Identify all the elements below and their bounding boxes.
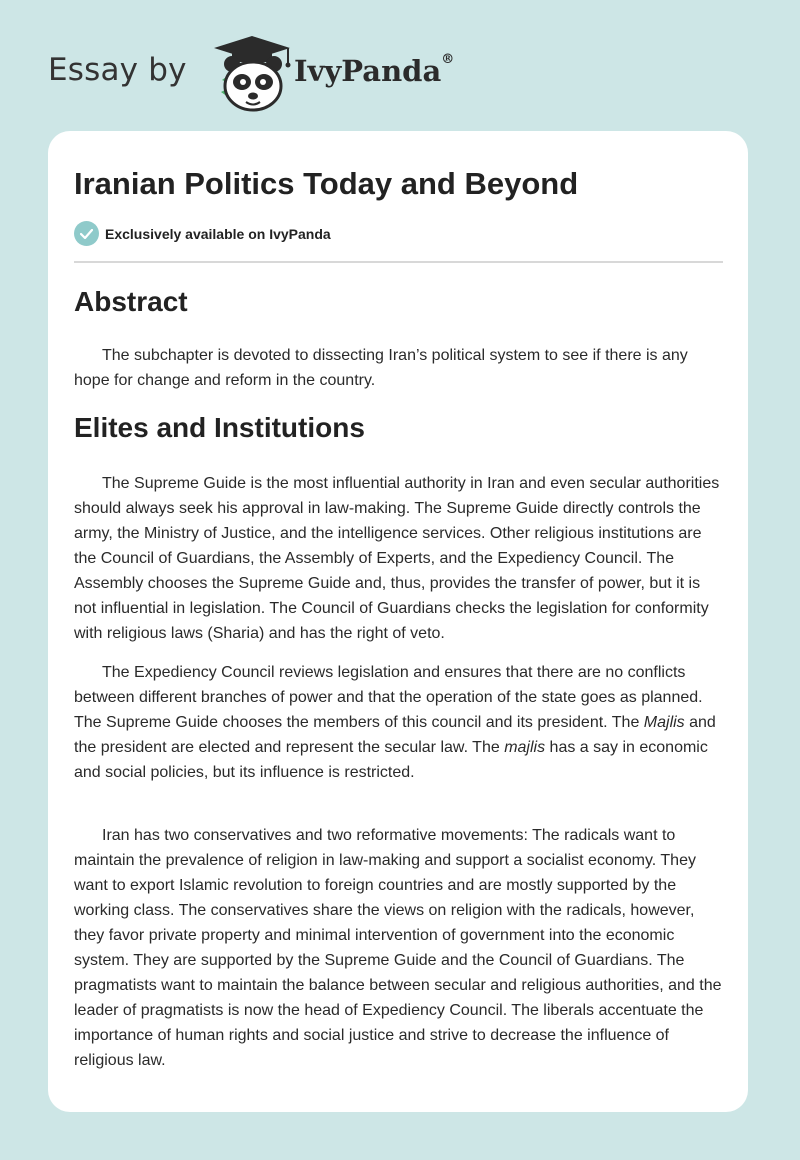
paragraph: The subchapter is devoted to dissecting Iran’s political system to see if there is any hope for change and reform in the country. xyxy=(74,347,688,389)
paragraph: The Expediency Council reviews legislation and ensures that there are no conflicts between different branches of power and that the operation of the state goes as planned. The Supreme Guide chooses the members of this council and its president. The Majlis and the president are elected and represent the secular law. The majlis has a say in economic and social policies, but its influence is restricted. xyxy=(74,664,716,781)
registered-mark: ® xyxy=(441,52,455,67)
title-divider xyxy=(74,261,723,263)
paragraph: Iran has two conservatives and two reformative movements: The radicals want to maintain the prevalence of religion in law-making and support a socialist economy. They want to export Islamic revolution to foreign countries and are mostly supported by the working class. The conservatives share the views on religion with the radicals, however, they favor private property and minimal intervention of government into the economic system. They are supported by the Supreme Guide and the Council of Guardians. The pragmatists want to maintain the balance between secular and religious authorities, and the leader of pragmatists is now the head of Expediency Council. The liberals accentuate the importance of human rights and social justice and strive to decrease the influence of religious law. xyxy=(74,827,722,1069)
paragraph: The Supreme Guide is the most influential authority in Iran and even secular authorities should always seek his approval in law-making. The Supreme Guide directly controls the army, the Ministry of Justice, and the intelligence services. Other religious institutions are the Council of Guardians, the Assembly of Experts, and the Expediency Council. The Assembly chooses the Supreme Guide and, thus, provides the transfer of power, but it is not influential in legislation. The Council of Guardians checks the legislation for conformity with religious laws (Sharia) and has the right of veto. xyxy=(74,475,720,642)
exclusive-badge xyxy=(74,221,331,246)
brand-name[interactable]: IvyPanda® xyxy=(294,52,455,88)
section-heading-elites: Elites and Institutions xyxy=(74,412,365,443)
essay-by-label: Essay by xyxy=(48,52,187,88)
essay-title: Iranian Politics Today and Beyond xyxy=(74,166,579,201)
ivypanda-logo-icon[interactable] xyxy=(204,34,300,114)
essay-card xyxy=(48,131,748,1112)
check-icon xyxy=(74,221,99,246)
exclusive-badge-label: Exclusively available on IvyPanda xyxy=(105,225,331,242)
section-heading-abstract: Abstract xyxy=(74,286,188,317)
site-header xyxy=(48,34,528,114)
